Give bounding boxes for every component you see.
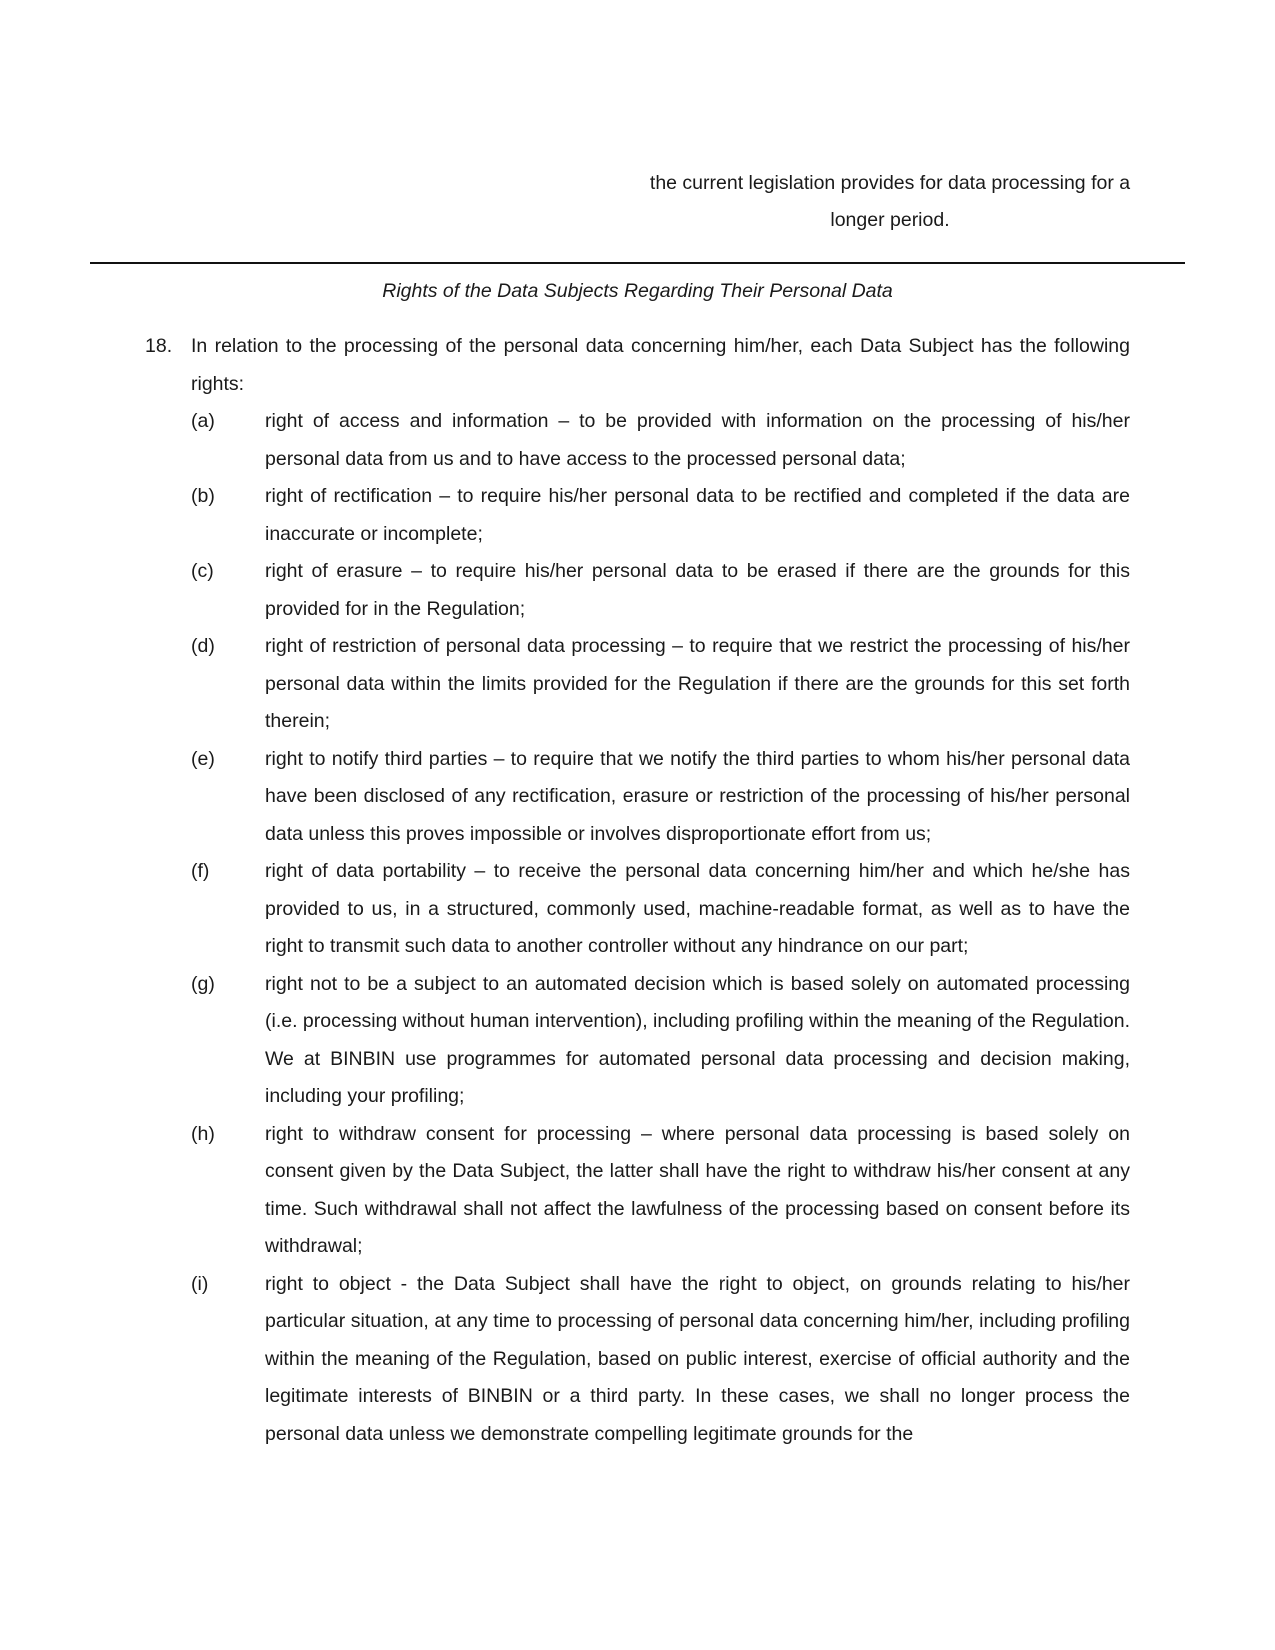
item-text: right of data portability – to receive the personal data concerning him/her and which he/she has provided to us, in a structured, commonly used, machine-readable format, as well as to have the right to transmit such data to another controller without any hindrance on our part; <box>265 860 1130 957</box>
continuation-text <box>600 165 1180 239</box>
item-label: (e) <box>191 747 215 770</box>
item-label: (a) <box>191 410 215 432</box>
clause-intro: In relation to the processing of the personal data concerning him/her, each Data Subject has the following rights: <box>191 335 1130 395</box>
continuation-line-2: longer period. <box>830 209 950 231</box>
item-text: right to object - the Data Subject shall have the right to object, on grounds relating to his/her particular situation, at any time to processing of personal data concerning him/her, including profiling within the meaning of the Regulation, based on public interest, exercise of official authority and the legitimate interests of BINBIN or a third party. In these cases, we shall no longer process the personal data unless we demonstrate compelling legitimate grounds for the <box>265 1272 1130 1445</box>
list-item-d <box>191 628 1130 741</box>
clause-intro-row <box>145 328 1130 403</box>
item-text: right to notify third parties – to require that we notify the third parties to whom his/her personal data have been disclosed of any rectification, erasure or restriction of the processing of his/her personal data unless this proves impossible or involves disproportionate effort from us; <box>265 747 1130 845</box>
item-text: right not to be a subject to an automated decision which is based solely on automated processing (i.e. processing without human intervention), including profiling within the meaning of the Regulation. We at BINBIN use programmes for automated personal data processing and decision making, including your profiling; <box>265 972 1130 1107</box>
item-label: (h) <box>191 1122 215 1145</box>
list-item-f <box>191 853 1130 966</box>
item-text: right of erasure – to require his/her personal data to be erased if there are the grounds for this provided for in the Regulation; <box>265 560 1130 620</box>
list-item-e <box>191 741 1130 854</box>
list-item-b <box>191 478 1130 553</box>
item-label: (d) <box>191 635 215 657</box>
horizontal-divider <box>90 262 1185 264</box>
item-label: (b) <box>191 485 215 507</box>
item-text: right of restriction of personal data processing – to require that we restrict the processing of his/her personal data within the limits provided for the Regulation if there are the grounds for this set forth therein; <box>265 635 1130 732</box>
item-text: right to withdraw consent for processing – where personal data processing is based solely on consent given by the Data Subject, the latter shall have the right to withdraw his/her consent at any time. Such withdrawal shall not affect the lawfulness of the processing based on consent before its withdrawal; <box>265 1122 1130 1257</box>
section-heading: Rights of the Data Subjects Regarding Their Personal Data <box>382 280 893 302</box>
item-label: (i) <box>191 1272 209 1295</box>
list-item-g <box>191 966 1130 1116</box>
item-text: right of access and information – to be provided with information on the processing of his/her personal data from us and to have access to the processed personal data; <box>265 410 1130 470</box>
item-label: (f) <box>191 860 210 882</box>
clause-18 <box>145 328 1130 1453</box>
list-item-h <box>191 1116 1130 1266</box>
list-item-i <box>191 1266 1130 1454</box>
list-item-c <box>191 553 1130 628</box>
item-text: right of rectification – to require his/her personal data to be rectified and completed if the data are inaccurate or incomplete; <box>265 485 1130 545</box>
clause-number: 18. <box>145 335 173 357</box>
rights-list <box>191 403 1130 1453</box>
list-item-a <box>191 403 1130 478</box>
continuation-line-1: the current legislation provides for data processing for a <box>649 172 1131 194</box>
item-label: (c) <box>191 560 214 582</box>
item-label: (g) <box>191 972 215 995</box>
